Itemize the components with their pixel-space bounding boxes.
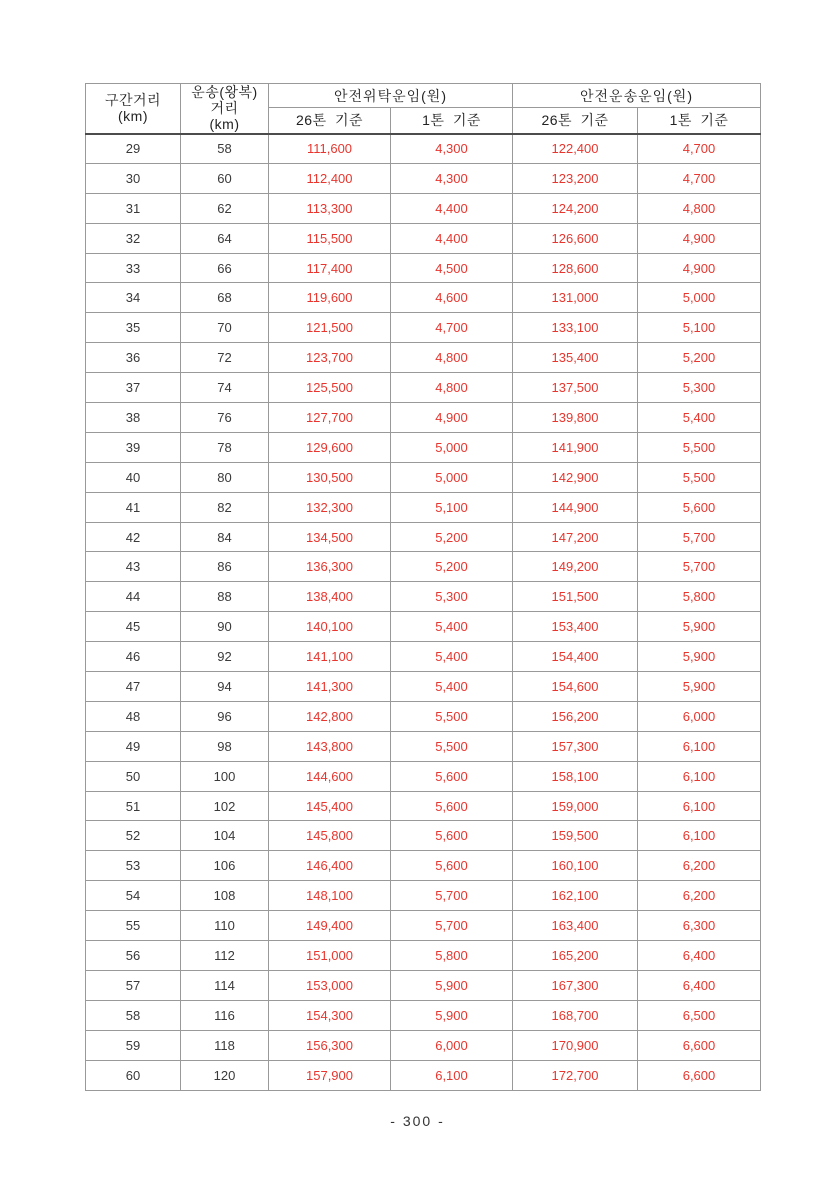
consignment-26t-fare-cell: 156,300: [269, 1030, 391, 1060]
roundtrip-distance-cell: 96: [181, 701, 269, 731]
consignment-1t-fare-cell: 4,600: [391, 283, 513, 313]
section-distance-cell: 47: [86, 672, 181, 702]
consignment-1t-fare-cell: 6,100: [391, 1060, 513, 1090]
consignment-1t-fare-cell: 5,200: [391, 522, 513, 552]
table-row: [86, 522, 761, 552]
transport-1t-fare-cell: 6,100: [638, 821, 761, 851]
transport-1t-fare-cell: 4,900: [638, 223, 761, 253]
transport-26t-fare-cell: 154,600: [513, 672, 638, 702]
transport-26t-fare-cell: 158,100: [513, 761, 638, 791]
consignment-26t-fare-cell: 138,400: [269, 582, 391, 612]
header-consignment-26t-basis: 26톤 기준: [269, 108, 391, 134]
transport-1t-fare-cell: 6,100: [638, 761, 761, 791]
roundtrip-distance-cell: 104: [181, 821, 269, 851]
roundtrip-distance-cell: 106: [181, 851, 269, 881]
consignment-1t-fare-cell: 4,300: [391, 134, 513, 164]
header-safe-transport-fare-group: 안전운송운임(원): [513, 84, 761, 108]
table-row: [86, 163, 761, 193]
table-row: [86, 791, 761, 821]
consignment-26t-fare-cell: 111,600: [269, 134, 391, 164]
consignment-1t-fare-cell: 5,800: [391, 941, 513, 971]
roundtrip-distance-cell: 66: [181, 253, 269, 283]
table-row: [86, 881, 761, 911]
transport-1t-fare-cell: 4,700: [638, 163, 761, 193]
roundtrip-distance-cell: 92: [181, 642, 269, 672]
consignment-1t-fare-cell: 4,300: [391, 163, 513, 193]
consignment-26t-fare-cell: 149,400: [269, 911, 391, 941]
table-row: [86, 970, 761, 1000]
transport-26t-fare-cell: 149,200: [513, 552, 638, 582]
table-row: [86, 134, 761, 164]
roundtrip-distance-cell: 114: [181, 970, 269, 1000]
consignment-1t-fare-cell: 5,600: [391, 761, 513, 791]
table-row: [86, 1000, 761, 1030]
roundtrip-distance-cell: 72: [181, 343, 269, 373]
consignment-1t-fare-cell: 5,200: [391, 552, 513, 582]
transport-1t-fare-cell: 4,800: [638, 193, 761, 223]
transport-1t-fare-cell: 6,600: [638, 1030, 761, 1060]
roundtrip-distance-cell: 108: [181, 881, 269, 911]
transport-1t-fare-cell: 6,200: [638, 881, 761, 911]
table-row: [86, 193, 761, 223]
consignment-1t-fare-cell: 5,000: [391, 432, 513, 462]
page-number: - 300 -: [390, 1113, 445, 1129]
section-distance-cell: 41: [86, 492, 181, 522]
transport-26t-fare-cell: 139,800: [513, 403, 638, 433]
transport-26t-fare-cell: 128,600: [513, 253, 638, 283]
header-safe-consignment-fare-group: 안전위탁운임(원): [269, 84, 513, 108]
transport-1t-fare-cell: 5,700: [638, 552, 761, 582]
header-row-groups: [86, 84, 761, 108]
transport-26t-fare-cell: 137,500: [513, 373, 638, 403]
consignment-26t-fare-cell: 136,300: [269, 552, 391, 582]
transport-26t-fare-cell: 168,700: [513, 1000, 638, 1030]
transport-26t-fare-cell: 163,400: [513, 911, 638, 941]
transport-26t-fare-cell: 144,900: [513, 492, 638, 522]
table-row: [86, 821, 761, 851]
table-row: [86, 462, 761, 492]
section-distance-cell: 32: [86, 223, 181, 253]
consignment-1t-fare-cell: 4,400: [391, 223, 513, 253]
transport-26t-fare-cell: 159,500: [513, 821, 638, 851]
section-distance-cell: 53: [86, 851, 181, 881]
table-row: [86, 1030, 761, 1060]
consignment-1t-fare-cell: 5,100: [391, 492, 513, 522]
transport-1t-fare-cell: 6,000: [638, 701, 761, 731]
transport-26t-fare-cell: 131,000: [513, 283, 638, 313]
section-distance-cell: 35: [86, 313, 181, 343]
table-row: [86, 373, 761, 403]
section-distance-cell: 42: [86, 522, 181, 552]
section-distance-cell: 39: [86, 432, 181, 462]
transport-1t-fare-cell: 4,700: [638, 134, 761, 164]
consignment-26t-fare-cell: 151,000: [269, 941, 391, 971]
consignment-26t-fare-cell: 115,500: [269, 223, 391, 253]
section-distance-cell: 58: [86, 1000, 181, 1030]
consignment-26t-fare-cell: 129,600: [269, 432, 391, 462]
header-transport-1t-basis: 1톤 기준: [638, 108, 761, 134]
consignment-26t-fare-cell: 143,800: [269, 731, 391, 761]
section-distance-cell: 40: [86, 462, 181, 492]
consignment-1t-fare-cell: 5,700: [391, 911, 513, 941]
transport-1t-fare-cell: 6,200: [638, 851, 761, 881]
transport-26t-fare-cell: 147,200: [513, 522, 638, 552]
roundtrip-distance-cell: 58: [181, 134, 269, 164]
consignment-26t-fare-cell: 134,500: [269, 522, 391, 552]
consignment-1t-fare-cell: 5,300: [391, 582, 513, 612]
consignment-1t-fare-cell: 5,600: [391, 821, 513, 851]
consignment-26t-fare-cell: 112,400: [269, 163, 391, 193]
table-row: [86, 492, 761, 522]
section-distance-cell: 52: [86, 821, 181, 851]
roundtrip-distance-cell: 62: [181, 193, 269, 223]
consignment-26t-fare-cell: 117,400: [269, 253, 391, 283]
transport-26t-fare-cell: 154,400: [513, 642, 638, 672]
consignment-26t-fare-cell: 144,600: [269, 761, 391, 791]
transport-1t-fare-cell: 5,300: [638, 373, 761, 403]
roundtrip-distance-cell: 120: [181, 1060, 269, 1090]
transport-1t-fare-cell: 5,500: [638, 462, 761, 492]
roundtrip-distance-cell: 64: [181, 223, 269, 253]
header-roundtrip-distance-unit: (km): [209, 116, 240, 133]
section-distance-cell: 33: [86, 253, 181, 283]
transport-26t-fare-cell: 160,100: [513, 851, 638, 881]
roundtrip-distance-cell: 102: [181, 791, 269, 821]
transport-26t-fare-cell: 133,100: [513, 313, 638, 343]
transport-26t-fare-cell: 157,300: [513, 731, 638, 761]
consignment-1t-fare-cell: 4,800: [391, 343, 513, 373]
consignment-1t-fare-cell: 4,700: [391, 313, 513, 343]
table-row: [86, 432, 761, 462]
roundtrip-distance-cell: 88: [181, 582, 269, 612]
header-transport-26t-basis: 26톤 기준: [513, 108, 638, 134]
transport-1t-fare-cell: 5,800: [638, 582, 761, 612]
table-row: [86, 403, 761, 433]
transport-1t-fare-cell: 5,100: [638, 313, 761, 343]
transport-26t-fare-cell: 135,400: [513, 343, 638, 373]
consignment-26t-fare-cell: 157,900: [269, 1060, 391, 1090]
table-row: [86, 313, 761, 343]
table-row: [86, 701, 761, 731]
roundtrip-distance-cell: 84: [181, 522, 269, 552]
consignment-26t-fare-cell: 123,700: [269, 343, 391, 373]
transport-1t-fare-cell: 5,700: [638, 522, 761, 552]
transport-26t-fare-cell: 162,100: [513, 881, 638, 911]
transport-1t-fare-cell: 4,900: [638, 253, 761, 283]
consignment-1t-fare-cell: 6,000: [391, 1030, 513, 1060]
consignment-1t-fare-cell: 5,600: [391, 851, 513, 881]
table-row: [86, 1060, 761, 1090]
consignment-26t-fare-cell: 153,000: [269, 970, 391, 1000]
section-distance-cell: 50: [86, 761, 181, 791]
consignment-26t-fare-cell: 145,800: [269, 821, 391, 851]
transport-26t-fare-cell: 156,200: [513, 701, 638, 731]
section-distance-cell: 59: [86, 1030, 181, 1060]
transport-1t-fare-cell: 6,100: [638, 731, 761, 761]
transport-1t-fare-cell: 5,900: [638, 612, 761, 642]
consignment-1t-fare-cell: 5,500: [391, 701, 513, 731]
roundtrip-distance-cell: 70: [181, 313, 269, 343]
consignment-26t-fare-cell: 125,500: [269, 373, 391, 403]
header-consignment-1t-basis: 1톤 기준: [391, 108, 513, 134]
consignment-26t-fare-cell: 145,400: [269, 791, 391, 821]
header-roundtrip-distance-label-1: 운송(왕복): [191, 84, 258, 101]
transport-26t-fare-cell: 159,000: [513, 791, 638, 821]
transport-26t-fare-cell: 165,200: [513, 941, 638, 971]
section-distance-cell: 29: [86, 134, 181, 164]
transport-26t-fare-cell: 126,600: [513, 223, 638, 253]
roundtrip-distance-cell: 86: [181, 552, 269, 582]
roundtrip-distance-cell: 78: [181, 432, 269, 462]
section-distance-cell: 43: [86, 552, 181, 582]
header-section-distance-unit: (km): [118, 108, 148, 125]
roundtrip-distance-cell: 82: [181, 492, 269, 522]
consignment-26t-fare-cell: 121,500: [269, 313, 391, 343]
consignment-1t-fare-cell: 5,900: [391, 970, 513, 1000]
transport-26t-fare-cell: 153,400: [513, 612, 638, 642]
header-section-distance: [86, 84, 181, 134]
section-distance-cell: 49: [86, 731, 181, 761]
consignment-1t-fare-cell: 5,900: [391, 1000, 513, 1030]
transport-1t-fare-cell: 6,300: [638, 911, 761, 941]
roundtrip-distance-cell: 98: [181, 731, 269, 761]
consignment-1t-fare-cell: 4,800: [391, 373, 513, 403]
section-distance-cell: 36: [86, 343, 181, 373]
section-distance-cell: 44: [86, 582, 181, 612]
section-distance-cell: 31: [86, 193, 181, 223]
section-distance-cell: 57: [86, 970, 181, 1000]
header-roundtrip-distance-label-2: 거리: [210, 100, 239, 117]
transport-1t-fare-cell: 5,600: [638, 492, 761, 522]
section-distance-cell: 48: [86, 701, 181, 731]
table-row: [86, 672, 761, 702]
transport-26t-fare-cell: 124,200: [513, 193, 638, 223]
transport-1t-fare-cell: 5,500: [638, 432, 761, 462]
transport-26t-fare-cell: 172,700: [513, 1060, 638, 1090]
consignment-26t-fare-cell: 127,700: [269, 403, 391, 433]
consignment-26t-fare-cell: 119,600: [269, 283, 391, 313]
consignment-1t-fare-cell: 5,000: [391, 462, 513, 492]
section-distance-cell: 30: [86, 163, 181, 193]
consignment-26t-fare-cell: 146,400: [269, 851, 391, 881]
table-row: [86, 343, 761, 373]
transport-1t-fare-cell: 6,400: [638, 941, 761, 971]
table-row: [86, 223, 761, 253]
consignment-26t-fare-cell: 141,300: [269, 672, 391, 702]
consignment-26t-fare-cell: 154,300: [269, 1000, 391, 1030]
roundtrip-distance-cell: 90: [181, 612, 269, 642]
consignment-26t-fare-cell: 140,100: [269, 612, 391, 642]
consignment-26t-fare-cell: 141,100: [269, 642, 391, 672]
section-distance-cell: 37: [86, 373, 181, 403]
consignment-1t-fare-cell: 5,400: [391, 642, 513, 672]
table-row: [86, 253, 761, 283]
table-header: [86, 84, 761, 134]
table-row: [86, 612, 761, 642]
consignment-1t-fare-cell: 4,400: [391, 193, 513, 223]
section-distance-cell: 60: [86, 1060, 181, 1090]
roundtrip-distance-cell: 68: [181, 283, 269, 313]
transport-1t-fare-cell: 5,000: [638, 283, 761, 313]
consignment-1t-fare-cell: 5,400: [391, 612, 513, 642]
transport-26t-fare-cell: 170,900: [513, 1030, 638, 1060]
transport-1t-fare-cell: 6,600: [638, 1060, 761, 1090]
table-row: [86, 761, 761, 791]
transport-1t-fare-cell: 5,900: [638, 672, 761, 702]
consignment-26t-fare-cell: 148,100: [269, 881, 391, 911]
transport-1t-fare-cell: 6,400: [638, 970, 761, 1000]
transport-26t-fare-cell: 122,400: [513, 134, 638, 164]
consignment-1t-fare-cell: 4,500: [391, 253, 513, 283]
transport-26t-fare-cell: 142,900: [513, 462, 638, 492]
transport-26t-fare-cell: 151,500: [513, 582, 638, 612]
roundtrip-distance-cell: 76: [181, 403, 269, 433]
table-row: [86, 582, 761, 612]
table-body: [86, 134, 761, 1091]
section-distance-cell: 46: [86, 642, 181, 672]
table-row: [86, 731, 761, 761]
consignment-1t-fare-cell: 5,700: [391, 881, 513, 911]
transport-26t-fare-cell: 123,200: [513, 163, 638, 193]
section-distance-cell: 38: [86, 403, 181, 433]
transport-1t-fare-cell: 6,100: [638, 791, 761, 821]
section-distance-cell: 54: [86, 881, 181, 911]
transport-1t-fare-cell: 5,400: [638, 403, 761, 433]
roundtrip-distance-cell: 80: [181, 462, 269, 492]
section-distance-cell: 56: [86, 941, 181, 971]
roundtrip-distance-cell: 112: [181, 941, 269, 971]
consignment-1t-fare-cell: 4,900: [391, 403, 513, 433]
table-row: [86, 283, 761, 313]
consignment-26t-fare-cell: 130,500: [269, 462, 391, 492]
transport-1t-fare-cell: 6,500: [638, 1000, 761, 1030]
table-row: [86, 911, 761, 941]
section-distance-cell: 55: [86, 911, 181, 941]
table-row: [86, 941, 761, 971]
roundtrip-distance-cell: 100: [181, 761, 269, 791]
table-row: [86, 642, 761, 672]
roundtrip-distance-cell: 116: [181, 1000, 269, 1030]
header-roundtrip-distance: [181, 84, 269, 134]
table-row: [86, 851, 761, 881]
transport-26t-fare-cell: 167,300: [513, 970, 638, 1000]
roundtrip-distance-cell: 94: [181, 672, 269, 702]
roundtrip-distance-cell: 74: [181, 373, 269, 403]
table-row: [86, 552, 761, 582]
transport-26t-fare-cell: 141,900: [513, 432, 638, 462]
header-section-distance-label: 구간거리: [104, 92, 162, 109]
consignment-26t-fare-cell: 132,300: [269, 492, 391, 522]
consignment-1t-fare-cell: 5,600: [391, 791, 513, 821]
transport-1t-fare-cell: 5,200: [638, 343, 761, 373]
freight-rate-table: [85, 83, 761, 1091]
consignment-26t-fare-cell: 113,300: [269, 193, 391, 223]
section-distance-cell: 34: [86, 283, 181, 313]
consignment-1t-fare-cell: 5,500: [391, 731, 513, 761]
section-distance-cell: 51: [86, 791, 181, 821]
roundtrip-distance-cell: 118: [181, 1030, 269, 1060]
roundtrip-distance-cell: 110: [181, 911, 269, 941]
consignment-1t-fare-cell: 5,400: [391, 672, 513, 702]
section-distance-cell: 45: [86, 612, 181, 642]
roundtrip-distance-cell: 60: [181, 163, 269, 193]
consignment-26t-fare-cell: 142,800: [269, 701, 391, 731]
transport-1t-fare-cell: 5,900: [638, 642, 761, 672]
